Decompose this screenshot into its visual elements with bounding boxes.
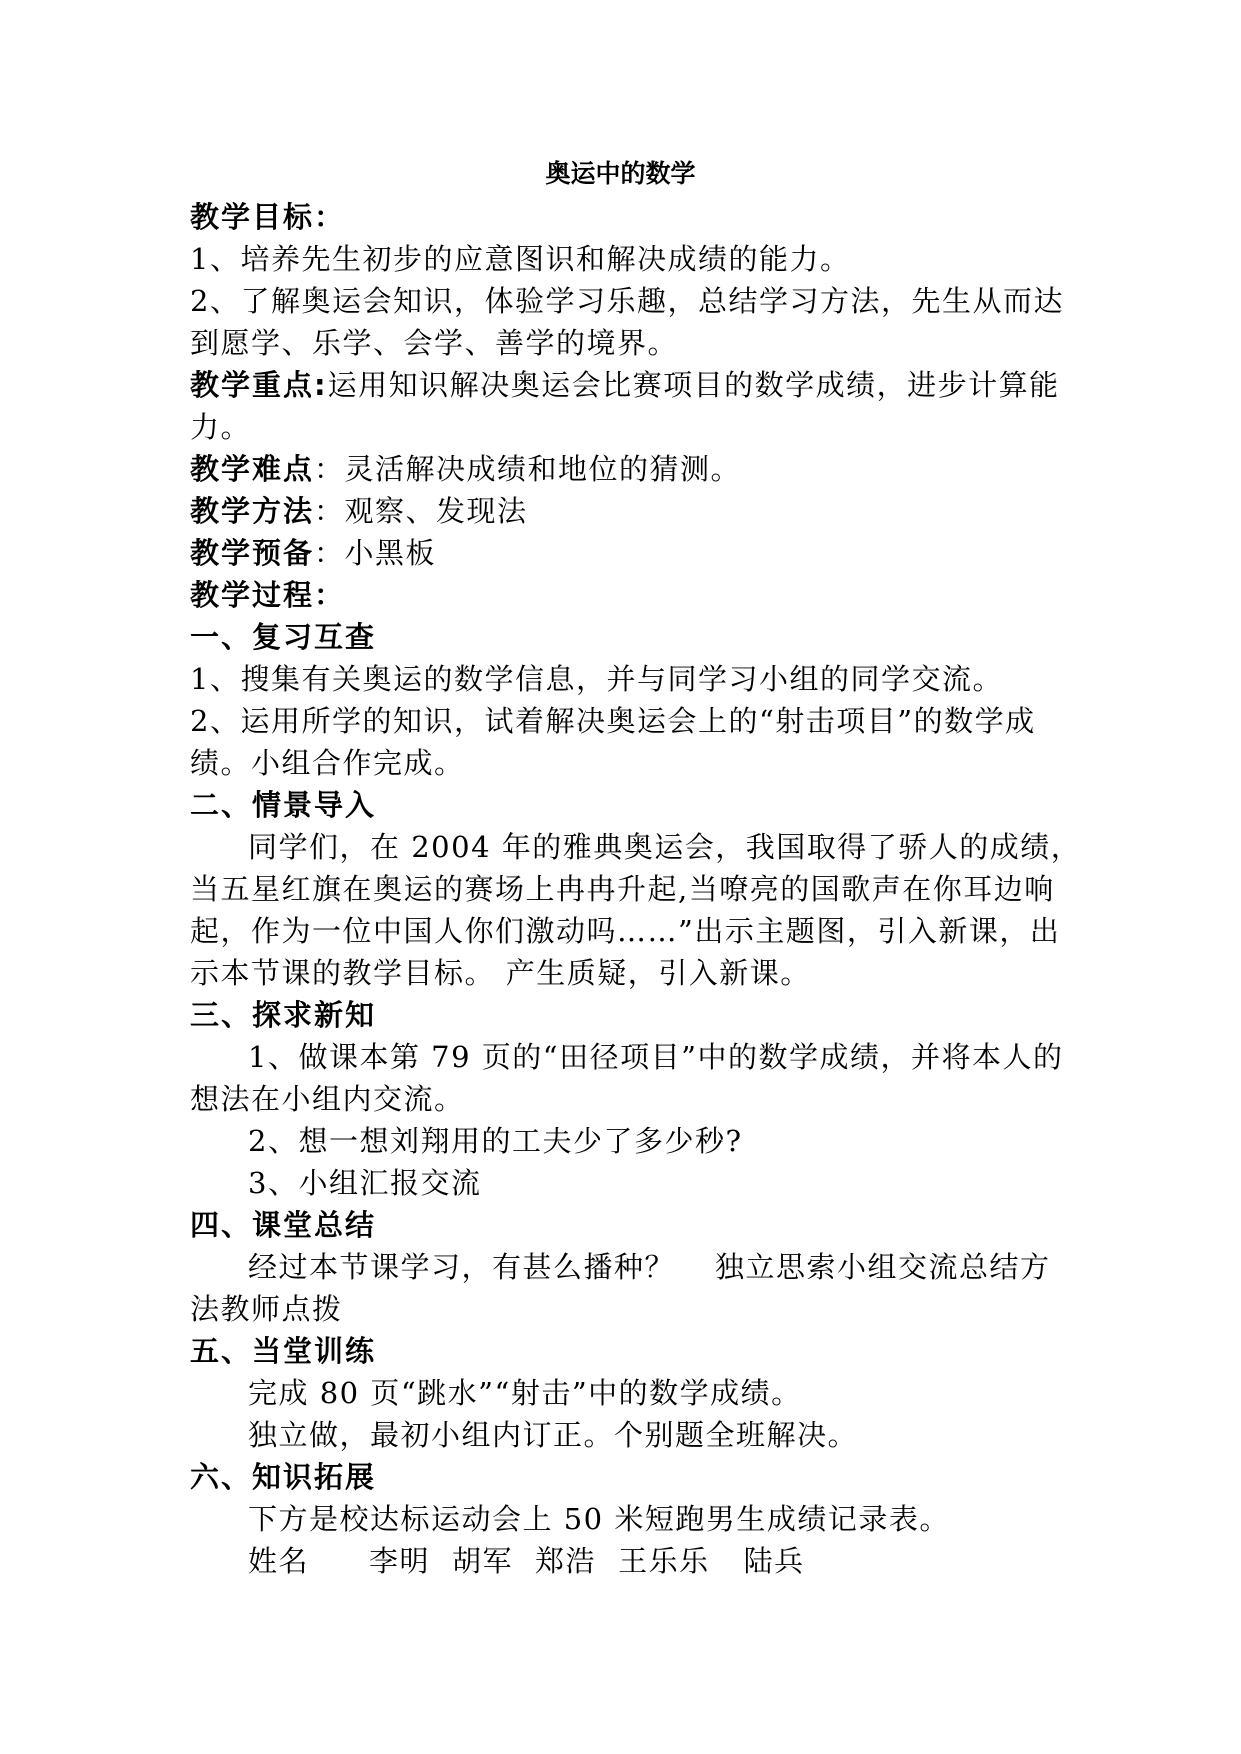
student-name: 王乐乐 — [618, 1544, 710, 1578]
section4-line1 — [190, 1246, 1052, 1288]
section5-line2: 独立做，最初小组内订正。个别题全班解决。 — [248, 1418, 859, 1452]
prep-line — [190, 532, 1052, 574]
section4-line2: 法教师点拨 — [190, 1292, 343, 1326]
key-point-cont: 力。 — [190, 410, 252, 444]
key-point-label: 教学重点: — [190, 368, 328, 402]
document-body — [190, 196, 1082, 1582]
student-name: 李明 — [369, 1544, 431, 1578]
section3-heading: 三、探求新知 — [190, 998, 377, 1032]
section2-line2: 当五星红旗在奥运的赛场上冉冉升起,当嘹亮的国歌声在你耳边响 — [190, 872, 1055, 906]
section1-line2b: 绩。小组合作完成。 — [190, 746, 465, 780]
section6-heading: 六、知识拓展 — [190, 1460, 377, 1494]
section3-line2: 想法在小组内交流。 — [190, 1082, 465, 1116]
page-title: 奥运中的数学 — [545, 159, 696, 188]
score-table-header-row — [190, 1540, 1052, 1582]
objectives-heading: 教学目标： — [190, 200, 346, 234]
section6-line1: 下方是校达标运动会上 50 米短跑男生成绩记录表。 — [248, 1502, 950, 1536]
section4-activity: 独立思索小组交流总结方 — [715, 1250, 1051, 1284]
section1-heading: 一、复习互查 — [190, 620, 377, 654]
student-name: 陆兵 — [743, 1544, 805, 1578]
objective-2b: 到愿学、乐学、会学、善学的境界。 — [190, 326, 679, 360]
section2-heading: 二、情景导入 — [190, 788, 377, 822]
difficulty-label: 教学难点 — [190, 452, 315, 486]
section1-line2a: 2、运用所学的知识，试着解决奥运会上的“射击项目”的数学成 — [190, 704, 1036, 738]
student-name: 胡军 — [452, 1544, 514, 1578]
student-name: 郑浩 — [535, 1544, 597, 1578]
section4-question: 经过本节课学习，有甚么播种？ — [248, 1250, 676, 1284]
difficulty-line — [190, 448, 1052, 490]
method-text: ：观察、发现法 — [314, 494, 528, 528]
difficulty-text: ：灵活解决成绩和地位的猜测。 — [314, 452, 742, 486]
prep-text: ：小黑板 — [314, 536, 437, 570]
section1-line1: 1、搜集有关奥运的数学信息，并与同学习小组的同学交流。 — [190, 662, 1003, 696]
key-point-text: 运用知识解决奥运会比赛项目的数学成绩，进步计算能 — [327, 368, 1060, 402]
objective-1: 1、培养先生初步的应意图识和解决成绩的能力。 — [190, 242, 851, 276]
section2-line1: 同学们，在 2004 年的雅典奥运会，我国取得了骄人的成绩， — [248, 830, 1082, 864]
section4-heading: 四、课堂总结 — [190, 1208, 377, 1242]
section3-line1: 1、做课本第 79 页的“田径项目”中的数学成绩，并将本人的 — [248, 1040, 1064, 1074]
section3-line3: 2、想一想刘翔用的工夫少了多少秒? — [248, 1124, 743, 1158]
section2-line3: 起，作为一位中国人你们激动吗……”出示主题图，引入新课，出 — [190, 914, 1061, 948]
table-name-header: 姓名 — [248, 1544, 310, 1578]
prep-label: 教学预备 — [190, 536, 315, 570]
section2-line4: 示本节课的教学目标。 产生质疑，引入新课。 — [190, 956, 811, 990]
method-line — [190, 490, 1052, 532]
section5-line1: 完成 80 页“跳水”“射击”中的数学成绩。 — [248, 1376, 802, 1410]
key-point-line — [190, 364, 1060, 406]
method-label: 教学方法 — [190, 494, 315, 528]
process-heading: 教学过程： — [190, 578, 346, 612]
section5-heading: 五、当堂训练 — [190, 1334, 377, 1368]
section3-line4: 3、小组汇报交流 — [248, 1166, 482, 1200]
objective-2a: 2、了解奥运会知识，体验学习乐趣，总结学习方法，先生从而达 — [190, 284, 1064, 318]
